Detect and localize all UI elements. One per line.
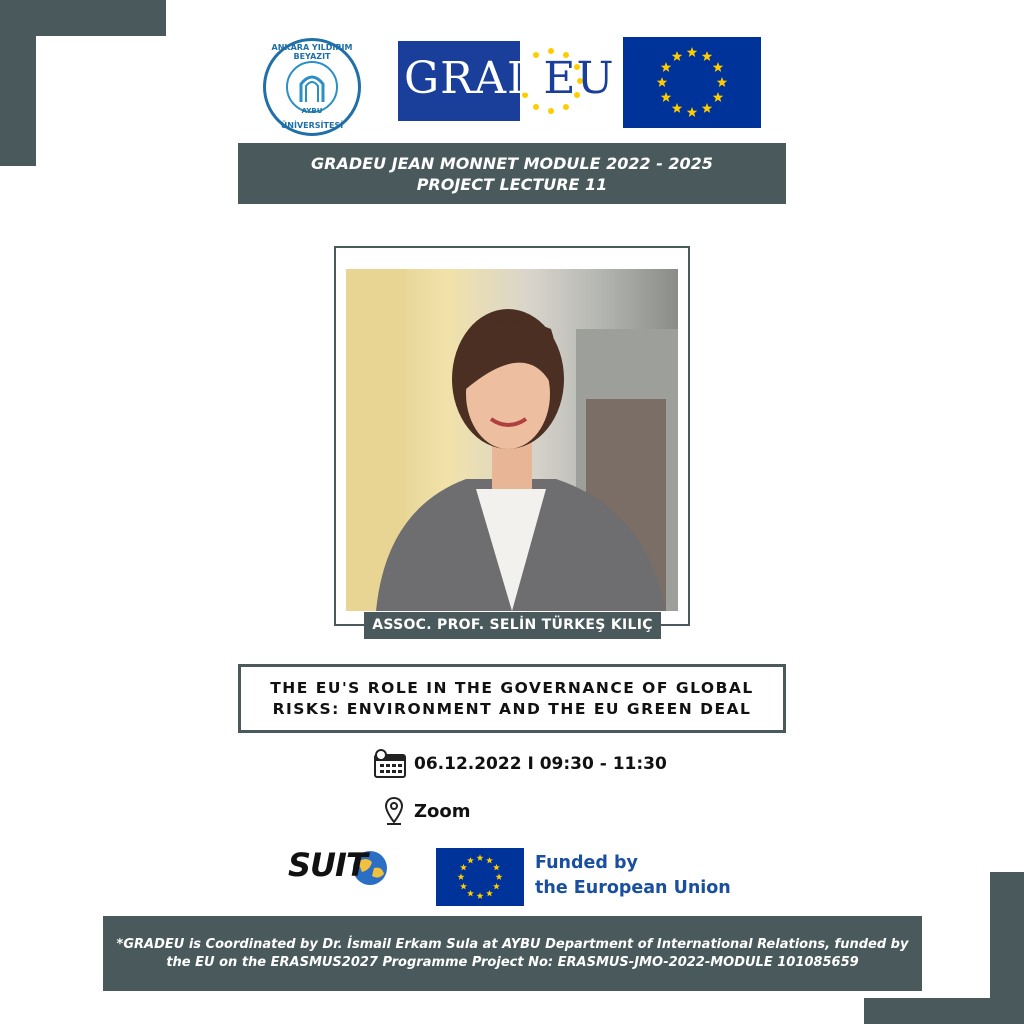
gradeu-text-main: GRAD [404,53,544,104]
gradeu-logo [398,41,615,121]
eu-star [661,62,671,72]
header-title: GRADEU JEAN MONNET MODULE 2022 - 2025 [311,153,713,173]
eu-stars-icon [623,37,761,128]
eu-star [661,92,671,102]
footer-note [103,916,922,991]
funded-by-line-2: the European Union [535,878,731,898]
university-ring-text-bottom: ÜNİVERSİTESİ [280,121,344,130]
eu-star [486,890,493,897]
eu-star [687,107,697,117]
speaker-name: ASSOC. PROF. SELİN TÜRKEŞ KILIÇ [364,612,661,639]
event-datetime-text: 06.12.2022 I 09:30 - 11:30 [414,754,667,774]
eu-star [702,51,712,61]
location-pin-icon [384,796,404,826]
eu-star [486,857,493,864]
speaker-photo [346,269,678,611]
eu-star [467,890,474,897]
eu-star [672,51,682,61]
calendar-icon [372,749,408,779]
eu-star [493,864,500,871]
eu-flag-small [436,848,524,906]
lecture-topic [238,664,786,733]
eu-star [477,892,484,899]
eu-star [702,103,712,113]
gradeu-logo-text [404,53,615,104]
eu-stars-icon-small [436,848,524,906]
eu-star [713,92,723,102]
eu-star [717,77,727,87]
event-datetime [372,748,667,780]
arch-icon [295,70,329,104]
eu-star [687,47,697,57]
eu-star [460,883,467,890]
suit-logo [288,846,396,894]
university-ring-text-top: ANKARA YILDIRIM BEYAZIT [271,43,353,61]
funded-by-line-1: Funded by [535,853,638,873]
university-logo [263,38,361,136]
eu-star [493,883,500,890]
eu-star [458,873,465,880]
topic-line-2: RISKS: ENVIRONMENT AND THE EU GREEN DEAL [272,699,752,718]
funded-by-eu-text [535,851,731,901]
corner-decoration-bottom-right-vertical [990,872,1024,1024]
eu-star [477,854,484,861]
suit-logo-text: SUIT [288,846,367,884]
eu-star [657,77,667,87]
eu-star [713,62,723,72]
event-location [384,795,471,827]
university-center-text: AYBU [301,107,323,115]
footer-text: *GRADEU is Coordinated by Dr. İsmail Erkam Sula at AYBU Department of International Relations, funded by the EU on the ERASMUS2027 Programme Project No: ERASMUS-JMO-2022-MODULE 101085659 [116,936,909,970]
eu-star [460,864,467,871]
gradeu-text-eu: EU [543,53,615,104]
event-location-text: Zoom [414,800,471,822]
eu-star [467,857,474,864]
topic-line-1: THE EU'S ROLE IN THE GOVERNANCE OF GLOBAL [270,678,754,697]
university-emblem [286,61,338,113]
header-subtitle: PROJECT LECTURE 11 [416,174,608,194]
eu-flag [623,37,761,128]
speaker-portrait-illustration [346,269,678,611]
corner-decoration-top-left-vertical [0,0,36,166]
header-banner [238,143,786,204]
eu-star [496,873,503,880]
eu-star [672,103,682,113]
